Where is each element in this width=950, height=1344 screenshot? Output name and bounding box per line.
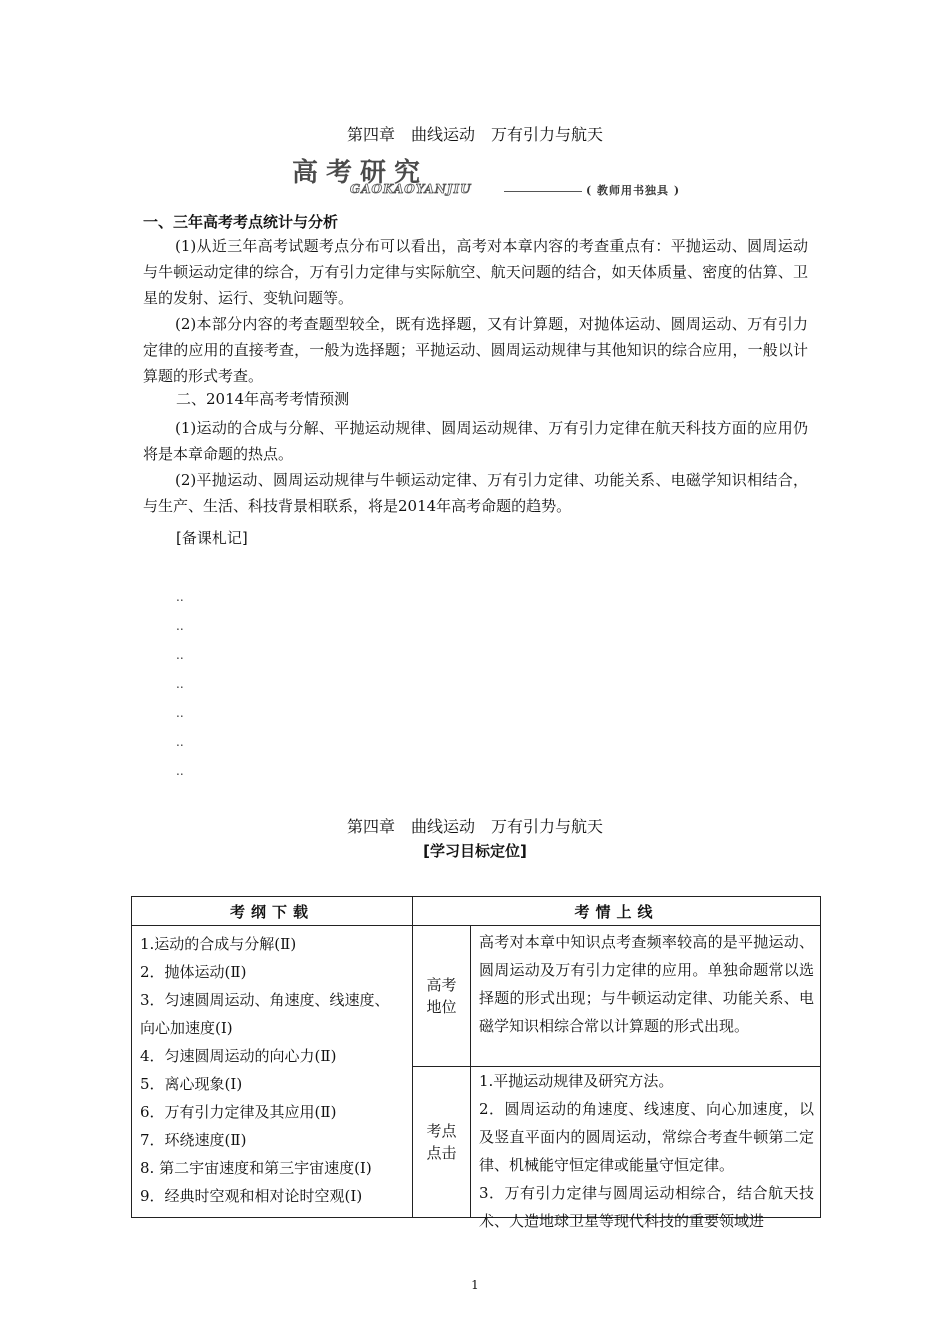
key-point-item: 1.平抛运动规律及研究方法。	[479, 1072, 674, 1090]
section1-para2: (2)本部分内容的考查题型较全，既有选择题，又有计算题，对抛体运动、圆周运动、万有引力定律的应用的直接考查，一般为选择题；平抛运动、圆周运动规律与其他知识的综合应用，一般以计算题的形式考查。	[143, 315, 808, 385]
section1-heading: 一、三年高考考点统计与分析	[143, 213, 339, 231]
section1-para1: (1)从近三年高考试题考点分布可以看出，高考对本章内容的考查重点有：平抛运动、圆周运动与牛顿运动定律的综合，万有引力定律与实际航空、航天问题的结合，如天体质量、密度的估算、卫星的发射、运行、变轨问题等。	[143, 237, 808, 307]
notes-dots	[176, 583, 184, 786]
dot-line: ..	[176, 735, 184, 749]
dot-line: ..	[176, 764, 184, 778]
syllabus-item: 2．抛体运动(Ⅱ)	[140, 963, 247, 981]
key-point-item: 2．圆周运动的角速度、线速度、向心加速度，以及竖直平面内的圆周运动，常综合考查牛顿第二定律、机械能守恒定律或能量守恒定律。	[479, 1100, 815, 1174]
dot-line: ..	[176, 706, 184, 720]
research-banner	[292, 152, 712, 204]
header-syllabus: 考纲下载	[132, 897, 413, 926]
syllabus-item: 向心加速度(Ⅰ)	[140, 1019, 233, 1037]
notes-label: [备课札记]	[176, 529, 248, 547]
goal-table	[131, 896, 821, 1230]
syllabus-item: 8. 第二宇宙速度和第三宇宙速度(Ⅰ)	[140, 1159, 372, 1177]
key-point-item: 3．万有引力定律与圆周运动相综合，结合航天技术、人造地球卫星等现代科技的重要领域进	[479, 1184, 815, 1230]
header-exam-info: 考情上线	[413, 897, 821, 926]
section2-para1: (1)运动的合成与分解、平抛运动规律、圆周运动规律、万有引力定律在航天科技方面的应用仍将是本章命题的热点。	[143, 419, 808, 463]
dot-line: ..	[176, 648, 184, 662]
banner-note: ( 教师用书独具 )	[586, 184, 681, 197]
banner-title: 高考研究	[292, 158, 429, 188]
goal-title: [学习目标定位]	[423, 842, 527, 860]
banner-subtitle: GAOKAOYANJIU	[350, 182, 472, 196]
dot-line: ..	[176, 677, 184, 691]
syllabus-item: 1.运动的合成与分解(Ⅱ)	[140, 935, 297, 953]
key-points-cell	[471, 1067, 821, 1230]
label-exam-position: 高考 地位	[413, 926, 471, 1067]
dot-line: ..	[176, 590, 184, 604]
banner-divider	[504, 191, 582, 192]
chapter-title: 第四章 曲线运动 万有引力与航天	[346, 125, 603, 144]
syllabus-list	[132, 926, 413, 1218]
syllabus-item: 3．匀速圆周运动、角速度、线速度、	[140, 991, 390, 1009]
syllabus-item: 7．环绕速度(Ⅱ)	[140, 1131, 247, 1149]
chapter-title-2: 第四章 曲线运动 万有引力与航天	[346, 817, 603, 836]
syllabus-item: 9．经典时空观和相对论时空观(Ⅰ)	[140, 1187, 363, 1205]
exam-position-text: 高考对本章中知识点考查频率较高的是平抛运动、圆周运动及万有引力定律的应用。单独命题常以选择题的形式出现；与牛顿运动定律、功能关系、电磁学知识相综合常以计算题的形式出现。	[471, 926, 821, 1067]
section2-para2: (2)平抛运动、圆周运动规律与牛顿运动定律、万有引力定律、功能关系、电磁学知识相结合，与生产、生活、科技背景相联系，将是2014年高考命题的趋势。	[143, 471, 808, 515]
syllabus-item: 6．万有引力定律及其应用(Ⅱ)	[140, 1103, 337, 1121]
page-number: 1	[471, 1278, 479, 1292]
label-key-points: 考点 点击	[413, 1067, 471, 1218]
section2-heading: 二、2014年高考考情预测	[176, 390, 350, 408]
syllabus-item: 4．匀速圆周运动的向心力(Ⅱ)	[140, 1047, 337, 1065]
dot-line: ..	[176, 619, 184, 633]
syllabus-item: 5．离心现象(Ⅰ)	[140, 1075, 243, 1093]
key-points-list	[479, 1067, 815, 1230]
